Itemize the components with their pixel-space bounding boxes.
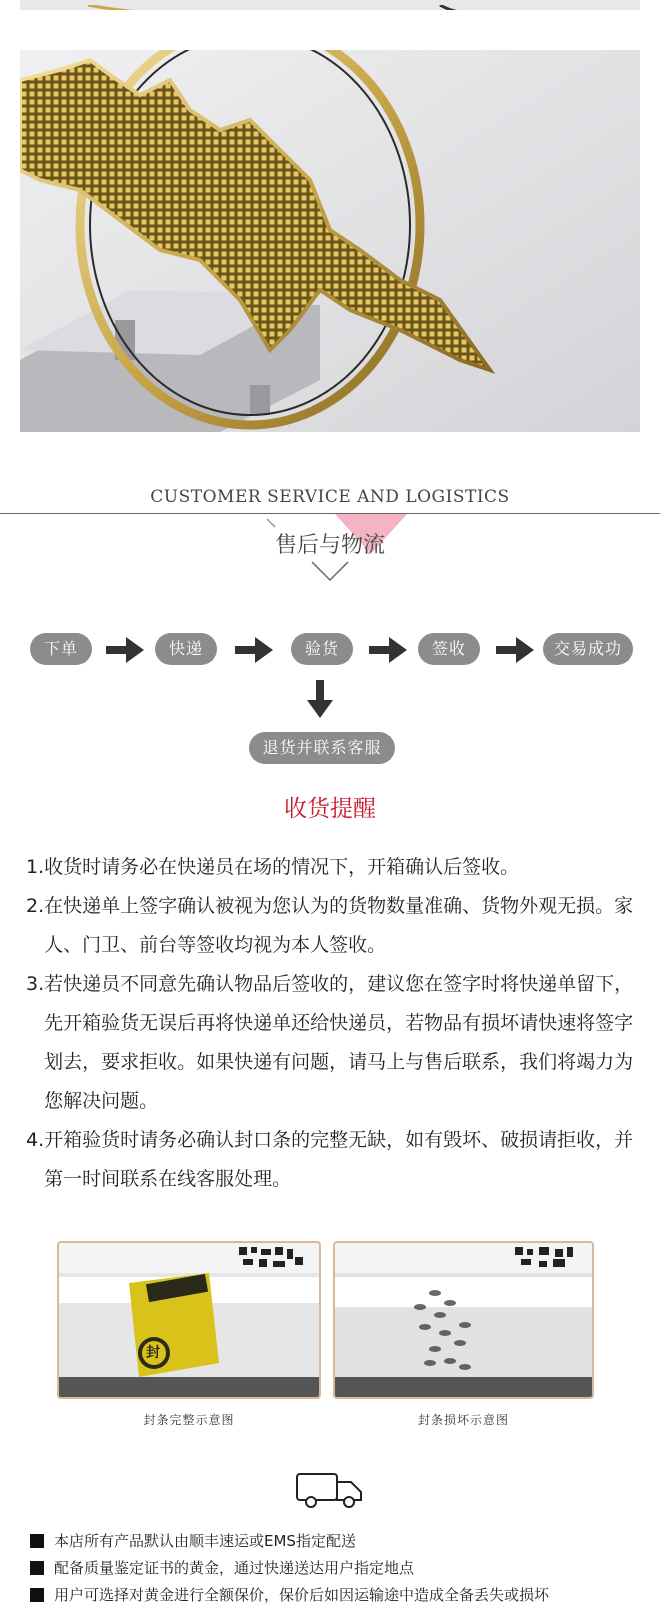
chevron-down-icon <box>310 560 350 586</box>
section-title-cn: 售后与物流 <box>274 533 385 558</box>
seal-broken-caption: 封条损坏示意图 <box>417 1413 509 1427</box>
reminder-item-text: 收货时请务必在快递员在场的情况下，开箱确认后签收。 <box>44 856 520 878</box>
arrow-right-icon <box>106 637 146 667</box>
arrow-right-icon <box>369 637 409 667</box>
flow-step-sign: 签收 <box>418 633 480 665</box>
truck-icon <box>295 1470 365 1514</box>
arrow-right-icon <box>496 637 536 667</box>
divider <box>0 513 660 514</box>
product-photo-top <box>20 0 640 10</box>
shipping-note-text: 用户可选择对黄金进行全额保价，保价后如因运输途中造成全备丢失或损坏 <box>54 1586 550 1604</box>
reminder-item <box>26 848 638 887</box>
bullet-square <box>30 1561 44 1575</box>
arrow-right-icon <box>235 637 275 667</box>
reminder-item-number: 4. <box>26 1129 45 1151</box>
reminder-item-text: 若快递员不同意先确认物品后签收的，建议您在签字时将快递单留下，先开箱验货无误后再将快递单还给快递员，若物品有损坏请快速将签字划去，要求拒收。如果快递有问题，请马上与售后联系，我们将竭力为您解决问题。 <box>44 973 634 1112</box>
reminder-item <box>26 965 638 1121</box>
flow-step-inspect: 验货 <box>291 633 353 665</box>
reminder-item-number: 1. <box>26 856 45 878</box>
bullet-square <box>30 1588 44 1602</box>
shipping-note-text: 配备质量鉴定证书的黄金，通过快递送达用户指定地点 <box>54 1559 415 1577</box>
seal-stamp-char: 封 <box>146 1345 160 1361</box>
seal-intact-photo <box>57 1241 321 1399</box>
bullet-square <box>30 1534 44 1548</box>
flow-step-return: 退货并联系客服 <box>249 732 395 764</box>
shipping-note <box>30 1557 414 1578</box>
product-photo <box>20 50 640 432</box>
reminder-item <box>26 1121 638 1199</box>
flow-step-success: 交易成功 <box>543 633 633 665</box>
arrow-down-icon <box>307 680 333 722</box>
shipping-note-text: 本店所有产品默认由顺丰速运或EMS指定配送 <box>54 1532 356 1550</box>
reminder-item-number: 2. <box>26 895 45 917</box>
reminder-title: 收货提醒 <box>284 796 376 822</box>
flow-step-order: 下单 <box>30 633 92 665</box>
reminder-item-number: 3. <box>26 973 45 995</box>
section-title-en: CUSTOMER SERVICE AND LOGISTICS <box>150 487 510 507</box>
flow-step-express: 快递 <box>155 633 217 665</box>
shipping-note <box>30 1530 356 1551</box>
reminder-item-text: 开箱验货时请务必确认封口条的完整无缺，如有毁坏、破损请拒收，并第一时间联系在线客服处理。 <box>44 1129 634 1190</box>
reminder-item-text: 在快递单上签字确认被视为您认为的货物数量准确、货物外观无损。家人、门卫、前台等签收均视为本人签收。 <box>44 895 634 956</box>
reminder-list <box>26 848 638 1199</box>
shipping-note <box>30 1584 549 1605</box>
reminder-item <box>26 887 638 965</box>
seal-intact-caption: 封条完整示意图 <box>143 1413 235 1427</box>
seal-broken-photo <box>333 1241 594 1399</box>
